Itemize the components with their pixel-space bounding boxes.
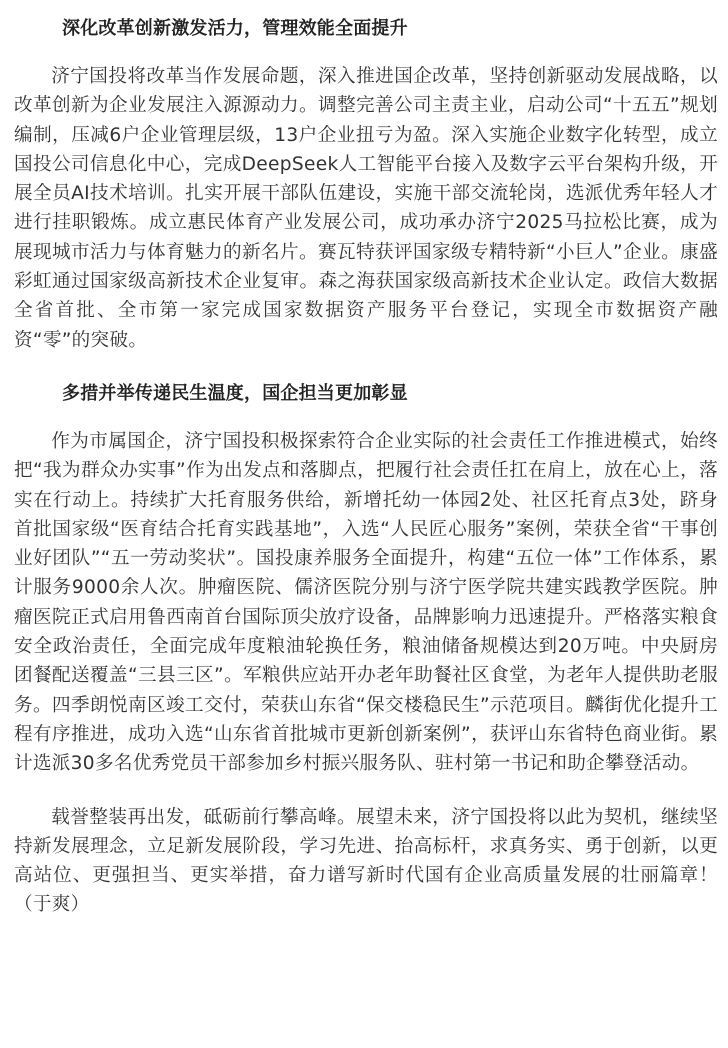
section-heading-livelihood: 多措并举传递民生温度，国企担当更加彰显 — [62, 382, 408, 404]
section-paragraph-reform: 济宁国投将改革当作发展命题，深入推进国企改革，坚持创新驱动发展战略，以改革创新为企业发展注入源源动力。调整完善公司主责主业，启动公司“十五五”规划编制，压减6户企业管理层级，13户企业扭亏为盈。深入实施企业数字化转型，成立国投公司信息化中心，完成DeepSeek人工智能平台接入及数字云平台架构升级，开展全员AI技术培训。扎实开展干部队伍建设，实施干部交流轮岗，选派优秀年轻人才进行挂职锻炼。成立惠民体育产业发展公司，成功承办济宁2025马拉松比赛，成为展现城市活力与体育魅力的新名片。赛瓦特获评国家级专精特新“小巨人”企业。康盛彩虹通过国家级高新技术企业复审。森之海获国家级高新技术企业认定。政信大数据全省首批、全市第一家完成国家数据资产服务平台登记，实现全市数据资产融资“零”的突破。 — [14, 66, 718, 351]
section-paragraph-livelihood: 作为市属国企，济宁国投积极探索符合企业实际的社会责任工作推进模式，始终把“我为群众办实事”作为出发点和落脚点，把履行社会责任扛在肩上，放在心上，落实在行动上。持续扩大托育服务供给，新增托幼一体园2处、社区托育点3处，跻身首批国家级“医育结合托育实践基地”，入选“人民匠心服务”案例，荣获全省“干事创业好团队”“五一劳动奖状”。国投康养服务全面提升，构建“五位一体”工作体系，累计服务9000余人次。肿瘤医院、儒济医院分别与济宁医学院共建实践教学医院。肿瘤医院正式启用鲁西南首台国际顶尖放疗设备，品牌影响力迅速提升。严格落实粮食安全政治责任，全面完成年度粮油轮换任务，粮油储备规模达到20万吨。中央厨房团餐配送覆盖“三县三区”。军粮供应站开办老年助餐社区食堂，为老年人提供助老服务。四季朗悦南区竣工交付，荣获山东省“保交楼稳民生”示范项目。麟街优化提升工程有序推进，成功入选“山东省首批城市更新创新案例”，获评山东省特色商业街。累计选派30多名优秀党员干部参加乡村振兴服务队、驻村第一书记和助企攀登活动。 — [14, 430, 718, 775]
closing-paragraph: 载誉整装再出发，砥砺前行攀高峰。展望未来，济宁国投将以此为契机，继续坚持新发展理念，立足新发展阶段，学习先进、抬高标杆，求真务实、勇于创新，以更高站位、更强担当、更实举措，奋力谱写新时代国有企业高质量发展的壮丽篇章！（于爽） — [14, 806, 718, 916]
section-heading-reform: 深化改革创新激发活力，管理效能全面提升 — [62, 18, 408, 39]
